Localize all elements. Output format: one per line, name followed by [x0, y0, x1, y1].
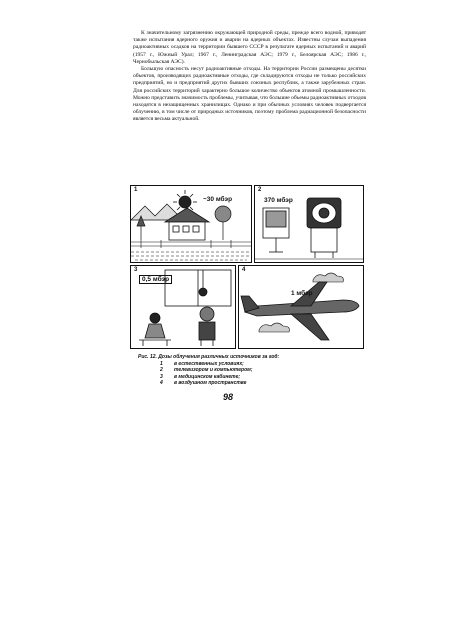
panel-4-dose: 1 мбэр	[291, 290, 313, 297]
cloud-icon	[313, 273, 343, 282]
legend-number: 4	[160, 379, 163, 386]
legend-item	[160, 380, 366, 386]
caption-legend	[160, 361, 366, 386]
panel-air-space	[238, 265, 364, 349]
caption-title: Рис. 12. Дозы облучения различных источников за год:	[138, 354, 280, 360]
paragraph-2: Большую опасность несут радиоактивные отходы. На территории России размещены десятки объектов, производящих радиоактивные отходы, где складируются отходы не только российских предприятий, но и предприятий других бывших союзных республик, а также зарубежных стран. Для российских территорий характерно большое количество объектов атомной промышленности. Можно представить значимость проблемы, учитывая, что большие объемы радиоактивных отходов находятся в незащищенных хранилищах. Однако и при обычных условиях человек подвергается облучению, в том числе от природных источников, поэтому проблема радиационной безопасности является весьма актуальной.	[133, 66, 366, 123]
page-number: 98	[223, 392, 234, 402]
paragraph-1: К значительному загрязнению окружающей природной среды, прежде всего водной, приводят также испытания ядерного оружия и аварии на ядерных объектах. Известны случаи выпадения радиоактивных осадков на территории бывшего СССР в результате ядерных испытаний и аварий (1957 г., Южный Урал; 1967 г., Ленинградская АЭС; 1979 г., Белоярская АЭС; 1986 г., Чернобыльская АЭС).	[133, 30, 366, 65]
panel-2-number: 2	[258, 187, 262, 193]
legend-text: в медицинском кабинете;	[174, 373, 241, 380]
panel-natural-illustration	[131, 186, 251, 262]
panel-4-number: 4	[242, 267, 246, 273]
fence-icon	[131, 240, 251, 248]
panel-natural	[130, 185, 252, 263]
figure-radiation-doses	[130, 185, 364, 350]
cloud-icon-lower	[259, 323, 289, 332]
panel-3-dose: 0,5 мбэр	[139, 275, 172, 284]
doctor-icon	[139, 313, 171, 346]
panel-1-number: 1	[134, 187, 138, 193]
x-ray-lamp-icon	[199, 270, 207, 296]
panel-2-dose: 370 мбэр	[264, 197, 293, 204]
computer-monitor-icon	[263, 208, 289, 252]
panel-1-dose: ~30 мбэр	[203, 196, 233, 203]
legend-number: 1	[160, 361, 163, 368]
television-icon	[307, 198, 341, 258]
ground-hatching	[131, 252, 251, 260]
legend-text: в естественных условиях;	[174, 361, 244, 368]
panel-tv-computer	[254, 185, 364, 263]
legend-text: в воздушном пространстве	[174, 379, 247, 386]
panel-air-illustration	[239, 266, 363, 348]
panel-3-number: 3	[134, 267, 138, 273]
legend-number: 3	[160, 373, 163, 380]
x-ray-screen-icon	[165, 270, 231, 306]
legend-number: 2	[160, 367, 163, 374]
legend-text: телевизором и компьютером;	[174, 367, 253, 374]
figure-caption	[136, 354, 366, 386]
panel-medical	[130, 265, 236, 349]
body-text	[133, 30, 366, 124]
patient-icon	[199, 307, 215, 346]
